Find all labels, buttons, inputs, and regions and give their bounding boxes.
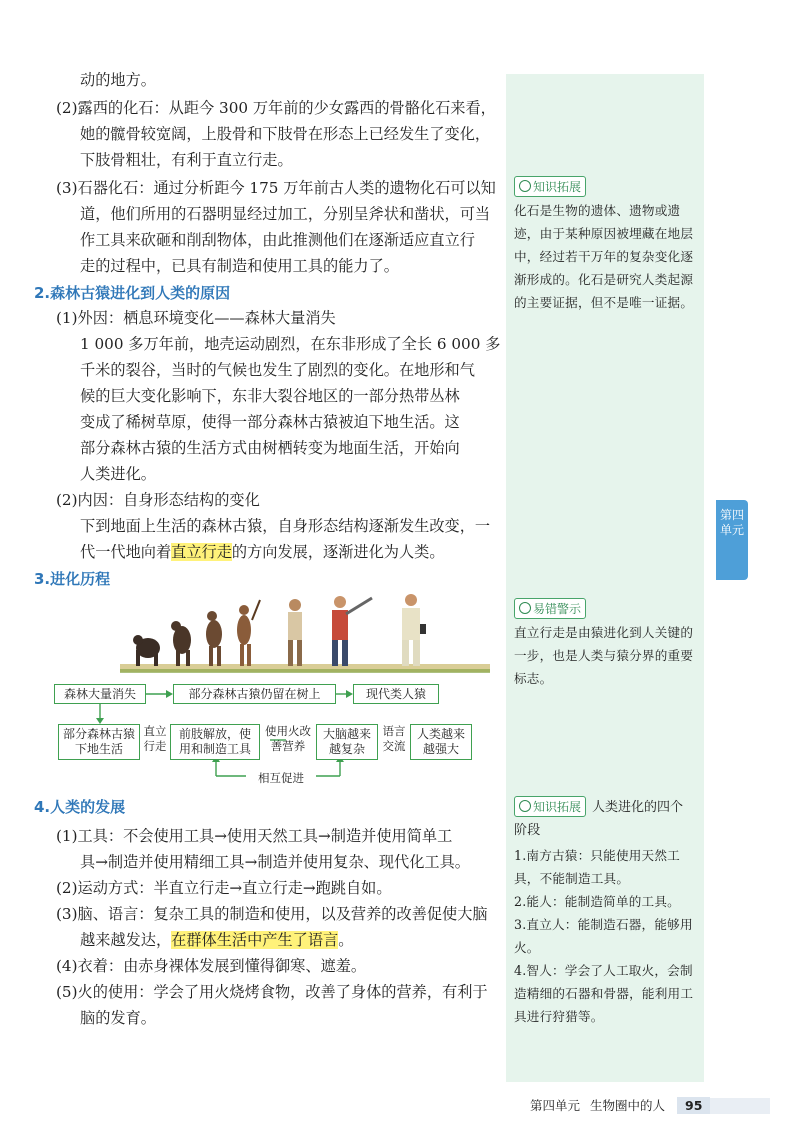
note-tag — [514, 176, 586, 197]
section-4-title: 4.人类的发展 — [34, 798, 126, 816]
text-line: 道，他们所用的石器明显经过加工，分别呈斧状和凿状，可当 — [80, 205, 491, 223]
box-apes-stay-in-trees: 部分森林古猿仍留在树上 — [173, 684, 336, 704]
note-item: 1.南方古猿：只能使用天然工具，不能制造工具。 — [514, 848, 680, 886]
text-line: 走的过程中，已具有制造和使用工具的能力了。 — [80, 257, 399, 275]
magnifier-icon — [519, 602, 531, 614]
note-text: 化石是生物的遗体、遗物或遗迹，由于某种原因被埋藏在地层中，经过若干万年的复杂变化逐渐形成的。化石是研究人类起源的主要证据，但不是唯一证据。 — [514, 203, 694, 310]
ape-figure-1 — [133, 635, 160, 666]
page-number: 95 — [677, 1097, 710, 1114]
text-line: (2)运动方式：半直立行走→直立行走→跑跳自如。 — [56, 879, 392, 897]
text-line — [80, 542, 445, 562]
note-tag — [514, 598, 586, 619]
text-line — [80, 930, 353, 950]
box-forelimbs-tools: 前肢解放，使用和制造工具 — [170, 724, 260, 760]
text-line: (1)工具：不会使用工具→使用天然工具→制造并使用简单工 — [56, 827, 453, 845]
text-line: 部分森林古猿的生活方式由树栖转变为地面生活，开始向 — [80, 439, 460, 457]
text-line: 她的髋骨较宽阔，上股骨和下肢骨在形态上已经发生了变化， — [80, 125, 491, 143]
hominid-figure-3 — [206, 611, 222, 666]
unit-tab — [716, 500, 748, 580]
note-knowledge-extension-1 — [514, 176, 700, 314]
footer-unit: 第四单元 — [530, 1098, 581, 1113]
label-mutual-promotion: 相互促进 — [246, 771, 316, 786]
note-item: 3.直立人：能制造石器，能够用火。 — [514, 917, 693, 955]
box-apes-to-ground: 部分森林古猿下地生活 — [58, 724, 140, 760]
text-span: 的方向发展，逐渐进化为人类。 — [231, 543, 445, 561]
text-line: (2)露西的化石：从距今 300 万年前的少女露西的骨骼化石来看， — [56, 99, 496, 117]
magnifier-icon — [519, 180, 531, 192]
note-item: 2.能人：能制造简单的工具。 — [514, 894, 680, 909]
magnifier-icon — [519, 800, 531, 812]
text-line: (2)内因：自身形态结构的变化 — [56, 491, 260, 509]
early-human-figure-5 — [288, 599, 302, 666]
text-span: 代一代地向着 — [80, 543, 172, 561]
text-line: 千米的裂谷，当时的气候也发生了剧烈的变化。在地形和气 — [80, 361, 475, 379]
section-3-title: 3.进化历程 — [34, 570, 111, 588]
label-language: 语言交流 — [382, 724, 406, 753]
note-tag-label: 知识拓展 — [533, 800, 582, 814]
text-line: 作工具来砍砸和削刮物体，由此推测他们在逐渐适应直立行 — [80, 231, 475, 249]
box-humans-stronger: 人类越来越强大 — [410, 724, 472, 760]
text-line: 脑的发育。 — [80, 1009, 156, 1027]
text-line: 下到地面上生活的森林古猿，自身形态结构逐渐发生改变，一 — [80, 517, 491, 535]
text-span: 。 — [338, 931, 354, 949]
evolution-illustration — [120, 590, 490, 676]
page-footer — [530, 1094, 770, 1116]
text-line: 动的地方。 — [80, 71, 156, 89]
note-tag-label: 知识拓展 — [533, 180, 582, 194]
unit-tab-label-2: 单元 — [719, 523, 744, 537]
note-tag-label: 易错警示 — [533, 602, 582, 616]
text-line: 变成了稀树草原，使得一部分森林古猿被迫下地生活。这 — [80, 413, 460, 431]
section-2-title: 2.森林古猿进化到人类的原因 — [34, 284, 231, 302]
note-title-cont: 阶段 — [514, 823, 541, 838]
text-line: (5)火的使用：学会了用火烧烤食物，改善了身体的营养，有利于 — [56, 983, 488, 1001]
text-line: 具→制造并使用精细工具→制造并使用复杂、现代化工具。 — [80, 853, 470, 871]
text-line: (3)石器化石：通过分析距今 175 万年前古人类的遗物化石可以知 — [56, 179, 496, 197]
note-knowledge-extension-2 — [514, 796, 700, 1028]
hominid-figure-4 — [237, 600, 260, 666]
highlight-upright-walking: 直立行走 — [171, 543, 232, 561]
box-brain-complex: 大脑越来越复杂 — [316, 724, 378, 760]
text-span: 越来越发达， — [80, 931, 172, 949]
box-modern-apes: 现代类人猿 — [353, 684, 439, 704]
modern-human-figure-7 — [402, 594, 426, 666]
box-forest-loss: 森林大量消失 — [54, 684, 146, 704]
evolution-flowchart — [40, 680, 480, 790]
highlight-language: 在群体生活中产生了语言 — [171, 931, 339, 949]
unit-tab-label-1: 第四 — [719, 508, 744, 522]
text-line: 候的巨大变化影响下，东非大裂谷地区的一部分热带丛林 — [80, 387, 460, 405]
text-line: 下肢骨粗壮，有利于直立行走。 — [80, 151, 293, 169]
note-text: 直立行走是由猿进化到人关键的一步，也是人类与猿分界的重要标志。 — [514, 625, 694, 686]
text-line: (1)外因：栖息环境变化——森林大量消失 — [56, 309, 336, 327]
label-fire-nutrition: 使用火改善营养 — [265, 724, 311, 753]
text-line: (4)衣着：由赤身裸体发展到懂得御寒、遮羞。 — [56, 957, 367, 975]
modern-human-figure-6 — [332, 596, 372, 666]
footer-chapter: 生物圈中的人 — [590, 1098, 666, 1113]
text-line: 人类进化。 — [80, 465, 156, 483]
text-line: 1 000 多万年前，地壳运动剧烈，在东非形成了全长 6 000 多 — [80, 335, 501, 353]
note-title: 人类进化的四个 — [592, 800, 684, 815]
label-upright-walking: 直立行走 — [143, 724, 167, 753]
note-tag — [514, 796, 586, 817]
text-line: (3)脑、语言：复杂工具的制造和使用，以及营养的改善促使大脑 — [56, 905, 488, 923]
note-item: 4.智人：学会了人工取火，会制造精细的石器和骨器，能利用工具进行狩猎等。 — [514, 963, 694, 1024]
ape-figure-2 — [171, 621, 191, 666]
note-error-warning — [514, 598, 700, 690]
